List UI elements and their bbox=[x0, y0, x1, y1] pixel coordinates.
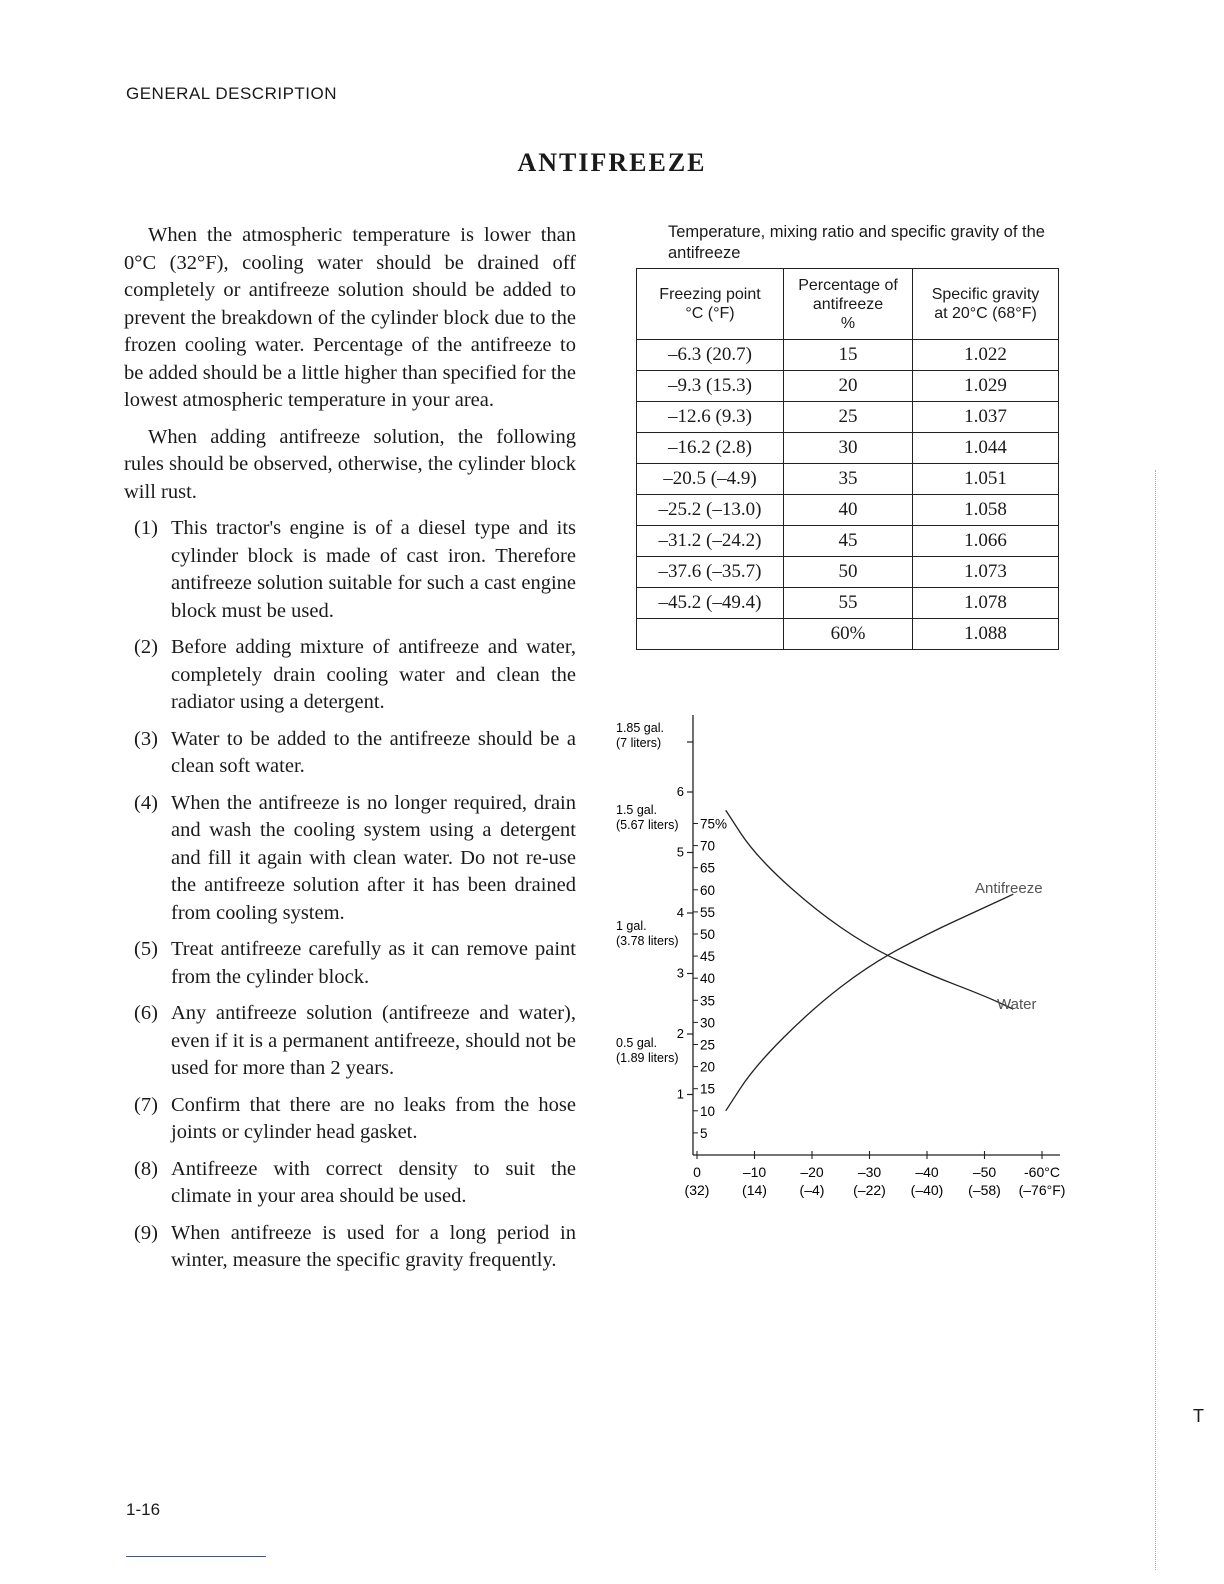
percent-tick-label: 55 bbox=[700, 904, 716, 920]
rule-item bbox=[124, 1220, 576, 1275]
percent-ticks bbox=[693, 817, 727, 1141]
chart-axes bbox=[687, 715, 1060, 1155]
x-tick-fahrenheit-label: (–4) bbox=[799, 1182, 825, 1198]
intro-paragraph: When the atmospheric temperature is lower than 0°C (32°F), cooling water should be drained off completely or antifreeze solution should be added to prevent the breakdown of the cylinder block due to the frozen cooling water. Percentage of the antifreeze to be added should be a little higher than specified for the lowest atmospheric temperature in your area. bbox=[124, 224, 576, 411]
antifreeze-chart bbox=[600, 700, 1100, 1200]
x-tick-fahrenheit-label: (14) bbox=[742, 1182, 767, 1198]
rule-number: (3) bbox=[134, 727, 158, 750]
cell-freezing-point: –31.2 (–24.2) bbox=[637, 526, 784, 557]
cell-freezing-point: –20.5 (–4.9) bbox=[637, 464, 784, 495]
rule-item bbox=[124, 726, 576, 781]
table-header-row bbox=[637, 269, 1059, 340]
cell-freezing-point: –37.6 (–35.7) bbox=[637, 557, 784, 588]
cell-specific-gravity: 1.066 bbox=[913, 526, 1059, 557]
liter-ticks bbox=[677, 784, 693, 1102]
antifreeze-curve bbox=[726, 894, 1014, 1111]
liter-equivalent-label: (1.89 liters) bbox=[616, 1051, 679, 1065]
percent-tick-label: 60 bbox=[700, 882, 716, 898]
antifreeze-table bbox=[636, 268, 1059, 650]
liter-equivalent-label: (3.78 liters) bbox=[616, 934, 679, 948]
page-number: 1-16 bbox=[126, 1500, 161, 1519]
table-row bbox=[637, 557, 1059, 588]
gallon-label: 1 gal. bbox=[616, 919, 647, 933]
liter-equivalent-label: (7 liters) bbox=[616, 736, 662, 750]
rule-text: When the antifreeze is no longer required, drain and wash the cooling system using a detergent and fill it again with clean water. Do not re-use the antifreeze solution after it has been drained from cooling system. bbox=[171, 791, 576, 924]
page-title: ANTIFREEZE bbox=[517, 148, 707, 177]
rule-item bbox=[124, 634, 576, 717]
x-tick-fahrenheit-label: (–40) bbox=[910, 1182, 944, 1198]
gallon-labels bbox=[616, 721, 679, 1065]
cell-specific-gravity: 1.044 bbox=[913, 433, 1059, 464]
rule-item bbox=[124, 790, 576, 928]
table-body bbox=[637, 340, 1059, 650]
x-tick-celsius-label: –10 bbox=[742, 1164, 767, 1180]
rule-item bbox=[124, 515, 576, 625]
rule-text: Antifreeze with correct density to suit the climate in your area should be used. bbox=[171, 1157, 576, 1207]
percent-tick-label: 20 bbox=[700, 1059, 716, 1075]
x-tick-celsius-label: –20 bbox=[800, 1164, 824, 1180]
rule-number: (7) bbox=[134, 1093, 158, 1116]
table-row bbox=[637, 526, 1059, 557]
rule-text: Before adding mixture of antifreeze and water, completely drain cooling water and clean the radiator using a detergent. bbox=[171, 636, 576, 713]
rule-text: Any antifreeze solution (antifreeze and water), even if it is a permanent antifreeze, should not be used for more than 2 years. bbox=[171, 1002, 576, 1079]
percent-tick-label: 75% bbox=[700, 816, 728, 832]
percent-tick-label: 5 bbox=[700, 1125, 708, 1141]
x-tick-celsius-label: –40 bbox=[915, 1164, 939, 1180]
x-ticks bbox=[685, 1151, 1066, 1198]
cell-freezing-point: –6.3 (20.7) bbox=[637, 340, 784, 371]
liter-tick-label: 3 bbox=[676, 965, 684, 981]
header-percentage: Percentage of antifreeze % bbox=[784, 269, 913, 340]
cell-specific-gravity: 1.058 bbox=[913, 495, 1059, 526]
cell-specific-gravity: 1.022 bbox=[913, 340, 1059, 371]
scan-edge-line bbox=[1155, 470, 1156, 1570]
percent-tick-label: 65 bbox=[700, 860, 716, 876]
cell-percentage: 35 bbox=[784, 464, 913, 495]
liter-tick-label: 2 bbox=[676, 1026, 684, 1041]
chart-legend bbox=[975, 880, 1043, 1013]
x-tick-celsius-label: –50 bbox=[972, 1164, 997, 1180]
cell-percentage: 25 bbox=[784, 402, 913, 433]
table-row bbox=[637, 495, 1059, 526]
cell-freezing-point: –12.6 (9.3) bbox=[637, 402, 784, 433]
percent-tick-label: 70 bbox=[700, 838, 716, 854]
liter-tick-label: 4 bbox=[676, 905, 684, 920]
cell-percentage: 55 bbox=[784, 588, 913, 619]
header-specific-gravity: Specific gravity at 20°C (68°F) bbox=[913, 269, 1059, 340]
liter-tick-label: 6 bbox=[676, 784, 684, 799]
rule-number: (2) bbox=[134, 636, 158, 658]
gallon-label: 1.85 gal. bbox=[616, 721, 664, 735]
rule-text: When antifreeze is used for a long period in winter, measure the specific gravity frequently. bbox=[171, 1221, 576, 1271]
table-row bbox=[637, 402, 1059, 433]
cell-specific-gravity: 1.073 bbox=[913, 557, 1059, 588]
rule-text: This tractor's engine is of a diesel type and its cylinder block is made of cast iron. Therefore antifreeze solution suitable for such a cast engine block must be used. bbox=[171, 517, 576, 622]
liter-tick-label: 1 bbox=[676, 1086, 684, 1102]
percent-tick-label: 15 bbox=[700, 1081, 716, 1097]
cell-percentage: 30 bbox=[784, 433, 913, 464]
cell-specific-gravity: 1.037 bbox=[913, 402, 1059, 433]
page-header: GENERAL DESCRIPTION bbox=[126, 84, 338, 103]
table-row bbox=[637, 464, 1059, 495]
rule-text: Treat antifreeze carefully as it can remove paint from the cylinder block. bbox=[171, 938, 576, 988]
x-tick-fahrenheit-label: (32) bbox=[684, 1182, 710, 1198]
rule-number: (1) bbox=[134, 517, 158, 539]
rule-item bbox=[124, 1000, 576, 1083]
rule-number: (8) bbox=[134, 1157, 158, 1180]
cell-percentage: 45 bbox=[784, 526, 913, 557]
intro-paragraph: When adding antifreeze solution, the following rules should be observed, otherwise, the cylinder block will rust. bbox=[124, 425, 576, 503]
table-row bbox=[637, 619, 1059, 650]
rule-item bbox=[124, 1092, 576, 1147]
table-row bbox=[637, 340, 1059, 371]
liter-equivalent-label: (5.67 liters) bbox=[616, 818, 679, 832]
x-tick-fahrenheit-label: (–76°F) bbox=[1018, 1182, 1066, 1198]
percent-tick-label: 35 bbox=[700, 993, 716, 1009]
cell-freezing-point bbox=[637, 619, 784, 650]
rule-number: (5) bbox=[134, 938, 158, 960]
percent-tick-label: 10 bbox=[700, 1103, 716, 1119]
rules-list bbox=[124, 515, 576, 1275]
cell-freezing-point: –25.2 (–13.0) bbox=[637, 495, 784, 526]
body-text bbox=[124, 222, 576, 1284]
cell-freezing-point: –16.2 (2.8) bbox=[637, 433, 784, 464]
percent-tick-label: 30 bbox=[700, 1015, 716, 1031]
cell-percentage: 50 bbox=[784, 557, 913, 588]
cell-percentage: 15 bbox=[784, 340, 913, 371]
header-freezing-point: Freezing point °C (°F) bbox=[637, 269, 784, 340]
table-row bbox=[637, 433, 1059, 464]
rule-text: Confirm that there are no leaks from the hose joints or cylinder head gasket. bbox=[171, 1093, 576, 1143]
percent-tick-label: 25 bbox=[700, 1037, 716, 1053]
gallon-label: 1.5 gal. bbox=[616, 803, 658, 817]
percent-tick-label: 40 bbox=[700, 971, 716, 987]
cell-specific-gravity: 1.029 bbox=[913, 371, 1059, 402]
cell-percentage: 40 bbox=[784, 495, 913, 526]
legend-water: Water bbox=[997, 996, 1037, 1013]
cell-freezing-point: –9.3 (15.3) bbox=[637, 371, 784, 402]
legend-antifreeze: Antifreeze bbox=[975, 880, 1043, 897]
water-curve bbox=[726, 810, 1014, 1009]
cell-freezing-point: –45.2 (–49.4) bbox=[637, 588, 784, 619]
bottom-rule bbox=[126, 1556, 266, 1557]
x-tick-celsius-label: 0 bbox=[693, 1164, 701, 1180]
rule-item bbox=[124, 936, 576, 991]
percent-tick-label: 50 bbox=[700, 927, 716, 942]
gallon-label: 0.5 gal. bbox=[616, 1036, 658, 1050]
rule-text: Water to be added to the antifreeze should be a clean soft water. bbox=[171, 727, 576, 777]
percent-tick-label: 45 bbox=[700, 949, 716, 965]
cell-percentage: 20 bbox=[784, 371, 913, 402]
rule-number: (4) bbox=[134, 791, 158, 814]
rule-number: (9) bbox=[134, 1221, 158, 1244]
x-tick-celsius-label: –30 bbox=[857, 1164, 882, 1180]
liter-tick-label: 5 bbox=[676, 844, 684, 860]
table-row bbox=[637, 371, 1059, 402]
cell-specific-gravity: 1.078 bbox=[913, 588, 1059, 619]
rule-number: (6) bbox=[134, 1002, 158, 1024]
cell-specific-gravity: 1.051 bbox=[913, 464, 1059, 495]
rule-item bbox=[124, 1156, 576, 1211]
x-tick-fahrenheit-label: (–58) bbox=[968, 1182, 1001, 1198]
x-tick-fahrenheit-label: (–22) bbox=[853, 1182, 886, 1198]
table-row bbox=[637, 588, 1059, 619]
x-tick-celsius-label: -60°C bbox=[1024, 1164, 1060, 1180]
edge-mark: T bbox=[1193, 1406, 1204, 1426]
chart-lines bbox=[726, 810, 1014, 1111]
cell-percentage: 60% bbox=[784, 619, 913, 650]
cell-specific-gravity: 1.088 bbox=[913, 619, 1059, 650]
table-caption: Temperature, mixing ratio and specific gravity of the antifreeze bbox=[668, 223, 1045, 262]
